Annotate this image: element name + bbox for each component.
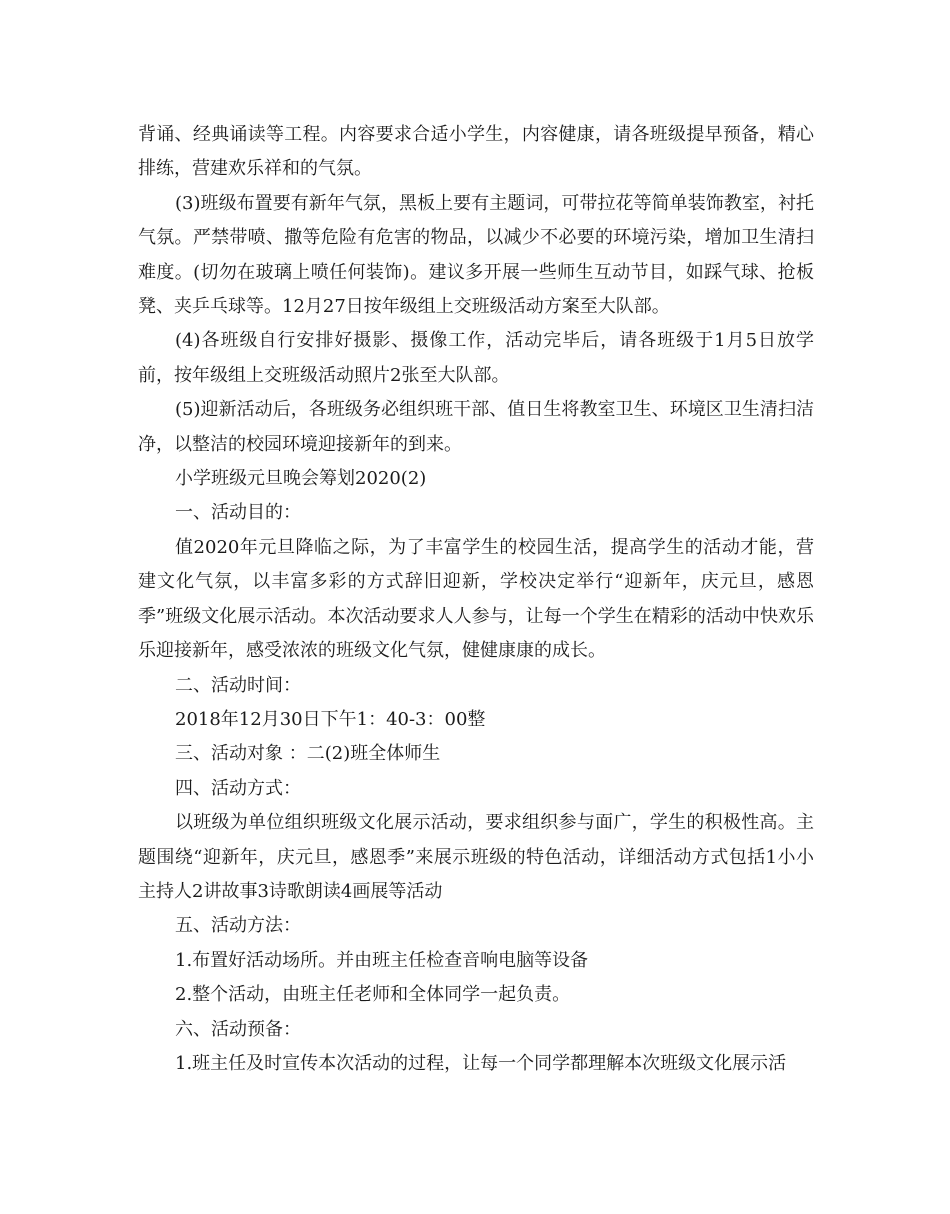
section-heading: 六、活动预备： <box>175 1018 301 1040</box>
section-heading: 四、活动方式： <box>175 777 301 799</box>
list-item: 1.布置好活动场所。并由班主任检查音响电脑等设备 <box>175 949 589 971</box>
list-item: 2.整个活动，由班主任老师和全体同学一起负责。 <box>175 984 571 1006</box>
paragraph: 背诵、经典诵读等工程。内容要求合适小学生，内容健康，请各班级提早预备，精心排练，营建欢乐祥和的气氛。 <box>138 124 814 180</box>
paragraph: 以班级为单位组织班级文化展示活动，要求组织参与面广，学生的积极性高。主题围绕“迎新年，庆元旦，感恩季”来展示班级的特色活动，详细活动方式包括1小小主持人2讲故事3诗歌朗读4画展等活动 <box>138 812 814 902</box>
paragraph: (3)班级布置要有新年气氛，黑板上要有主题词，可带拉花等简单装饰教室，衬托气氛。严禁带喷、撒等危险有危害的物品，以减少不必要的环境污染，增加卫生清扫难度。(切勿在玻璃上喷任何装饰)。建议多开展一些师生互动节目，如踩气球、抢板凳、夹乒乓球等。12月27日按年级组上交班级活动方案至大队部。 <box>138 192 814 318</box>
paragraph: 2018年12月30日下午1：40-3：00整 <box>175 708 486 730</box>
section-heading: 一、活动目的： <box>175 502 301 524</box>
paragraph: (5)迎新活动后，各班级务必组织班干部、值日生将教室卫生、环境区卫生清扫洁净，以整洁的校园环境迎接新年的到来。 <box>138 399 814 455</box>
section-title: 小学班级元旦晚会筹划2020(2) <box>175 468 427 490</box>
list-item: 1.班主任及时宣传本次活动的过程，让每一个同学都理解本次班级文化展示活 <box>175 1052 787 1074</box>
paragraph: 值2020年元旦降临之际，为了丰富学生的校园生活，提高学生的活动才能，营建文化气氛，以丰富多彩的方式辞旧迎新，学校决定举行“迎新年，庆元旦，感恩季”班级文化展示活动。本次活动要求人人参与，让每一个学生在精彩的活动中快欢乐乐迎接新年，感受浓浓的班级文化气氛，健健康康的成长。 <box>138 536 814 662</box>
section-heading: 三、活动对象 ：二(2)班全体师生 <box>175 743 441 765</box>
paragraph: (4)各班级自行安排好摄影、摄像工作，活动完毕后，请各班级于1月5日放学前，按年级组上交班级活动照片2张至大队部。 <box>138 330 814 386</box>
document-body <box>138 118 814 1081</box>
section-heading: 五、活动方法： <box>175 915 301 937</box>
section-heading: 二、活动时间： <box>175 674 301 696</box>
